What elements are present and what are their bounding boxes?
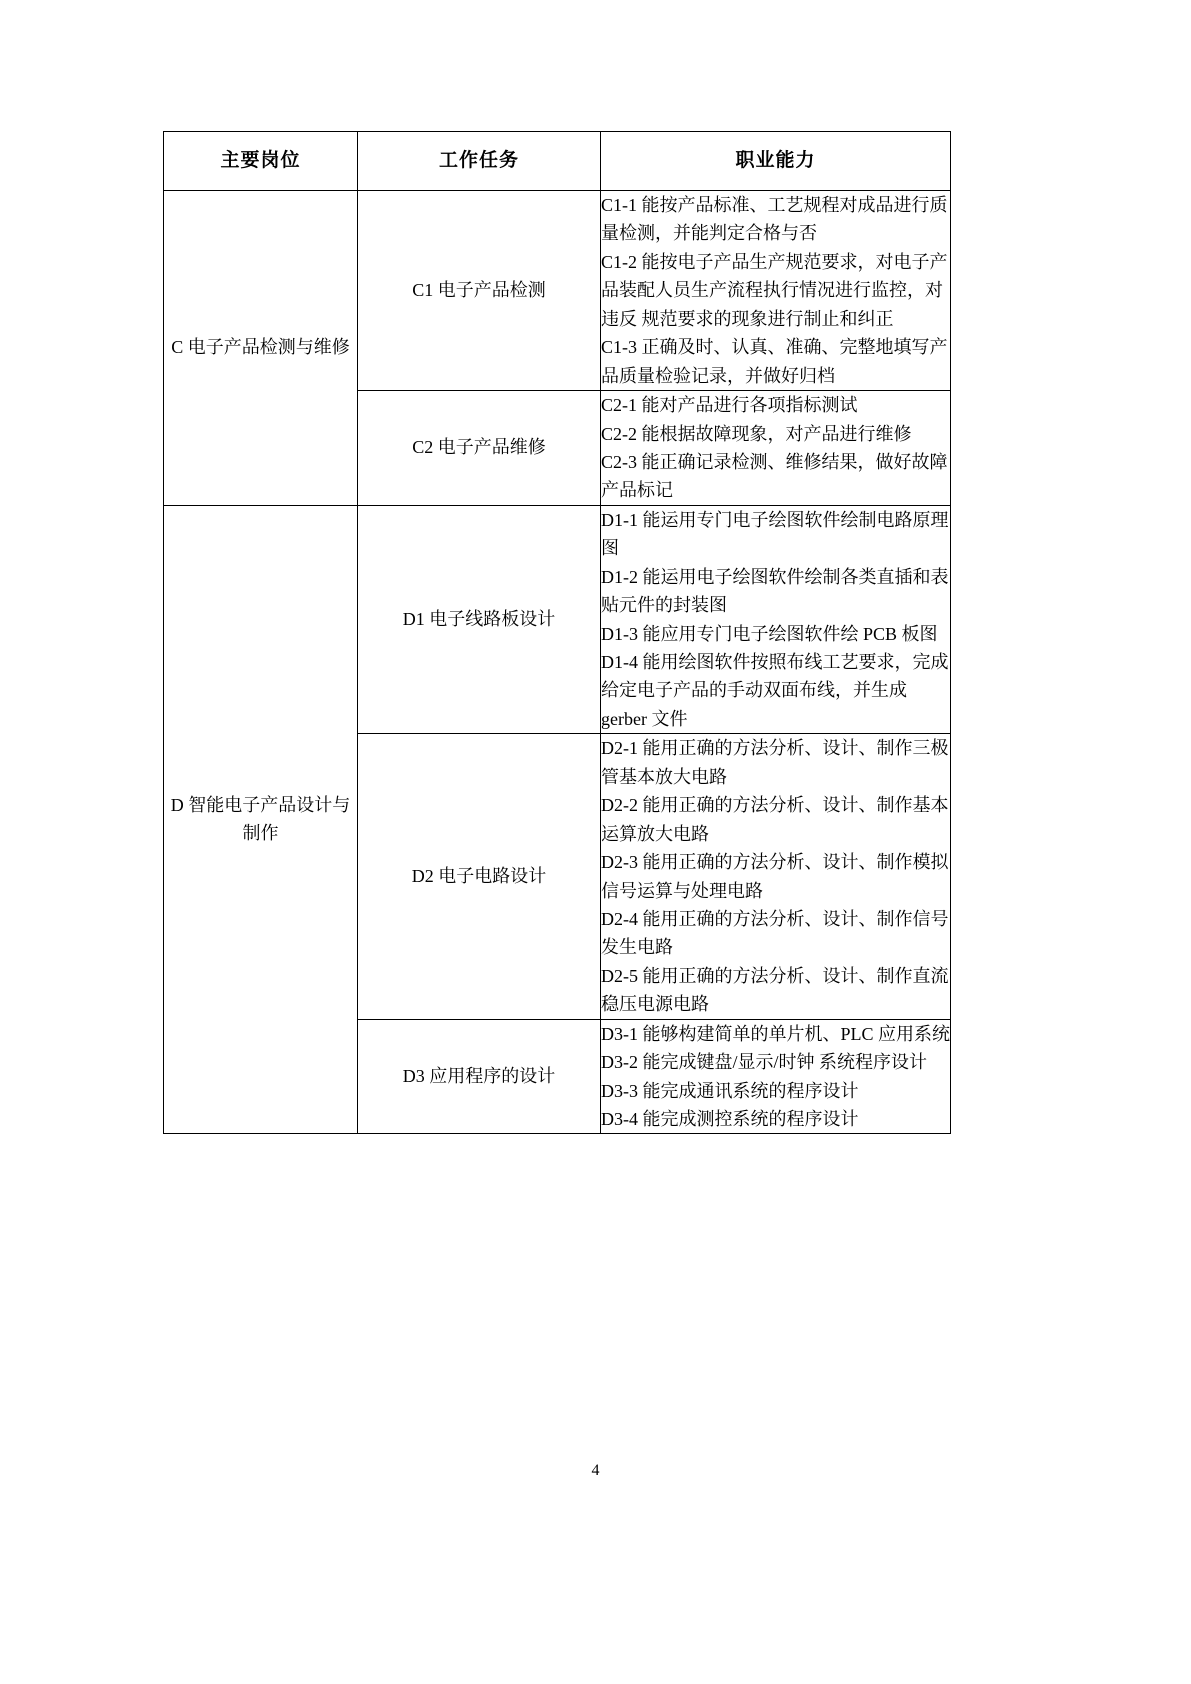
ability-item: D2-4 能用正确的方法分析、设计、制作信号发生电路 bbox=[601, 908, 949, 958]
position-cell-c: C 电子产品检测与维修 bbox=[164, 191, 358, 506]
column-header-task: 工作任务 bbox=[358, 132, 601, 191]
ability-item: D1-2 能运用电子绘图软件绘制各类直插和表贴元件的封装图 bbox=[601, 566, 949, 616]
ability-item: D3-4 能完成测控系统的程序设计 bbox=[601, 1109, 859, 1129]
ability-item: C1-1 能按产品标准、工艺规程对成品进行质量检测，并能判定合格与否 bbox=[601, 195, 948, 244]
ability-item: D2-2 能用正确的方法分析、设计、制作基本运算放大电路 bbox=[601, 795, 949, 844]
ability-item: D3-3 能完成通讯系统的程序设计 bbox=[601, 1080, 859, 1101]
table-row bbox=[164, 191, 951, 391]
ability-item: D2-1 能用正确的方法分析、设计、制作三极管基本放大电路 bbox=[601, 738, 949, 787]
ability-item: D2-3 能用正确的方法分析、设计、制作模拟信号运算与处理电路 bbox=[601, 852, 949, 901]
table-header-row bbox=[164, 132, 951, 191]
task-cell-d1: D1 电子线路板设计 bbox=[358, 505, 601, 734]
ability-item: C1-2 能按电子产品生产规范要求，对电子产品装配人员生产流程执行情况进行监控，对违反 规范要求的现象进行制止和纠正 bbox=[601, 251, 948, 329]
ability-cell-d3 bbox=[601, 1019, 951, 1134]
ability-item: D1-1 能运用专门电子绘图软件绘制电路原理图 bbox=[601, 509, 949, 559]
column-header-ability: 职业能力 bbox=[601, 132, 951, 191]
ability-item: D1-3 能应用专门电子绘图软件绘 PCB 板图 bbox=[601, 623, 938, 644]
ability-item: C2-3 能正确记录检测、维修结果，做好故障产品标记 bbox=[601, 451, 948, 501]
task-cell-d2: D2 电子电路设计 bbox=[358, 734, 601, 1019]
ability-item: D3-2 能完成键盘/显示/时钟 系统程序设计 bbox=[601, 1052, 927, 1073]
ability-item: D3-1 能够构建简单的单片机、PLC 应用系统 bbox=[601, 1023, 951, 1044]
competency-table bbox=[163, 131, 951, 1134]
position-cell-d: D 智能电子产品设计与制作 bbox=[164, 505, 358, 1134]
ability-item: D2-5 能用正确的方法分析、设计、制作直流稳压电源电路 bbox=[601, 965, 949, 1015]
task-cell-c1: C1 电子产品检测 bbox=[358, 191, 601, 391]
task-cell-d3: D3 应用程序的设计 bbox=[358, 1019, 601, 1134]
ability-cell-c1 bbox=[601, 191, 951, 391]
page-number: 4 bbox=[591, 1462, 600, 1479]
column-header-position: 主要岗位 bbox=[164, 132, 358, 191]
ability-cell-d1 bbox=[601, 505, 951, 734]
table-row bbox=[164, 505, 951, 734]
ability-item: C1-3 正确及时、认真、准确、完整地填写产品质量检验记录，并做好归档 bbox=[601, 337, 948, 386]
ability-item: C2-1 能对产品进行各项指标测试 bbox=[601, 395, 858, 416]
ability-item: D1-4 能用绘图软件按照布线工艺要求，完成给定电子产品的手动双面布线，并生成 gerber 文件 bbox=[601, 652, 949, 729]
ability-cell-d2 bbox=[601, 734, 951, 1019]
ability-item: C2-2 能根据故障现象，对产品进行维修 bbox=[601, 423, 912, 444]
task-cell-c2: C2 电子产品维修 bbox=[358, 391, 601, 506]
ability-cell-c2 bbox=[601, 391, 951, 506]
